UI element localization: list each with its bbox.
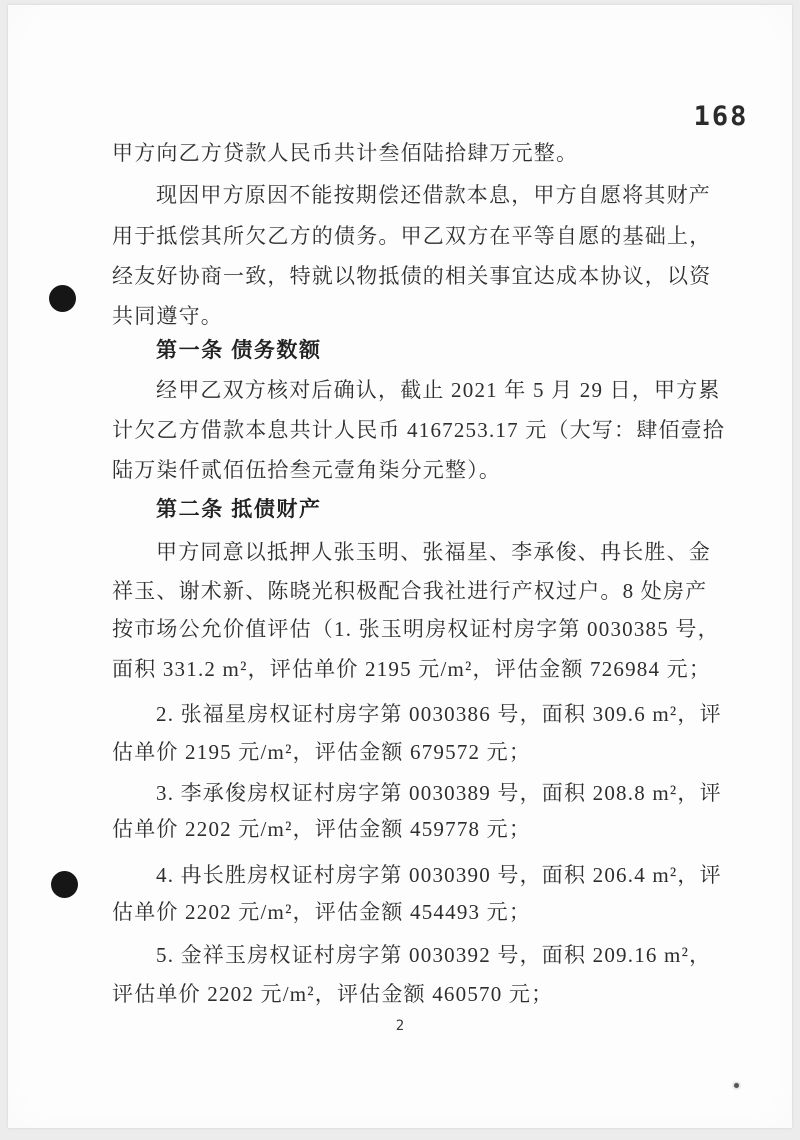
section-heading: 第一条 债务数额 bbox=[156, 339, 322, 362]
section-heading: 第二条 抵债财产 bbox=[156, 498, 322, 521]
text-line: 计欠乙方借款本息共计人民币 4167253.17 元（大写：肆佰壹拾 bbox=[112, 418, 726, 442]
punch-hole-mark-bottom bbox=[51, 871, 78, 898]
text-line: 评估单价 2202 元/m²，评估金额 460570 元； bbox=[112, 982, 554, 1006]
text-line: 共同遵守。 bbox=[112, 304, 223, 328]
text-line: 估单价 2202 元/m²，评估金额 459778 元； bbox=[112, 817, 532, 841]
text-line: 按市场公允价值评估（1. 张玉明房权证村房字第 0030385 号， bbox=[112, 617, 720, 641]
archive-page-number: 168 bbox=[693, 101, 749, 132]
text-line: 经甲乙双方核对后确认，截止 2021 年 5 月 29 日，甲方累 bbox=[156, 378, 721, 402]
document-page bbox=[8, 5, 792, 1128]
scan-speck bbox=[734, 1083, 739, 1088]
punch-hole-mark-top bbox=[49, 285, 76, 312]
text-line: 甲方向乙方贷款人民币共计叁佰陆拾肆万元整。 bbox=[112, 141, 579, 165]
footer-page-number: 2 bbox=[395, 1018, 405, 1034]
text-line: 5. 金祥玉房权证村房字第 0030392 号，面积 209.16 m²， bbox=[156, 943, 712, 967]
text-line: 用于抵偿其所欠乙方的债务。甲乙双方在平等自愿的基础上， bbox=[112, 224, 712, 248]
text-line: 现因甲方原因不能按期偿还借款本息，甲方自愿将其财产 bbox=[156, 183, 711, 207]
text-line: 面积 331.2 m²，评估单价 2195 元/m²，评估金额 726984 元； bbox=[112, 657, 712, 681]
text-line: 估单价 2195 元/m²，评估金额 679572 元； bbox=[112, 740, 532, 764]
document-body bbox=[8, 5, 792, 1128]
text-line: 陆万柒仟贰佰伍拾叁元壹角柒分元整）。 bbox=[112, 458, 502, 482]
text-line: 4. 冉长胜房权证村房字第 0030390 号，面积 206.4 m²，评 bbox=[156, 863, 722, 887]
text-line: 经友好协商一致，特就以物抵债的相关事宜达成本协议，以资 bbox=[112, 264, 712, 288]
text-line: 祥玉、谢术新、陈晓光积极配合我社进行产权过户。8 处房产 bbox=[112, 579, 708, 603]
text-line: 3. 李承俊房权证村房字第 0030389 号，面积 208.8 m²，评 bbox=[156, 781, 722, 805]
text-line: 甲方同意以抵押人张玉明、张福星、李承俊、冉长胜、金 bbox=[156, 540, 711, 564]
text-line: 2. 张福星房权证村房字第 0030386 号，面积 309.6 m²，评 bbox=[156, 702, 722, 726]
text-line: 估单价 2202 元/m²，评估金额 454493 元； bbox=[112, 900, 532, 924]
